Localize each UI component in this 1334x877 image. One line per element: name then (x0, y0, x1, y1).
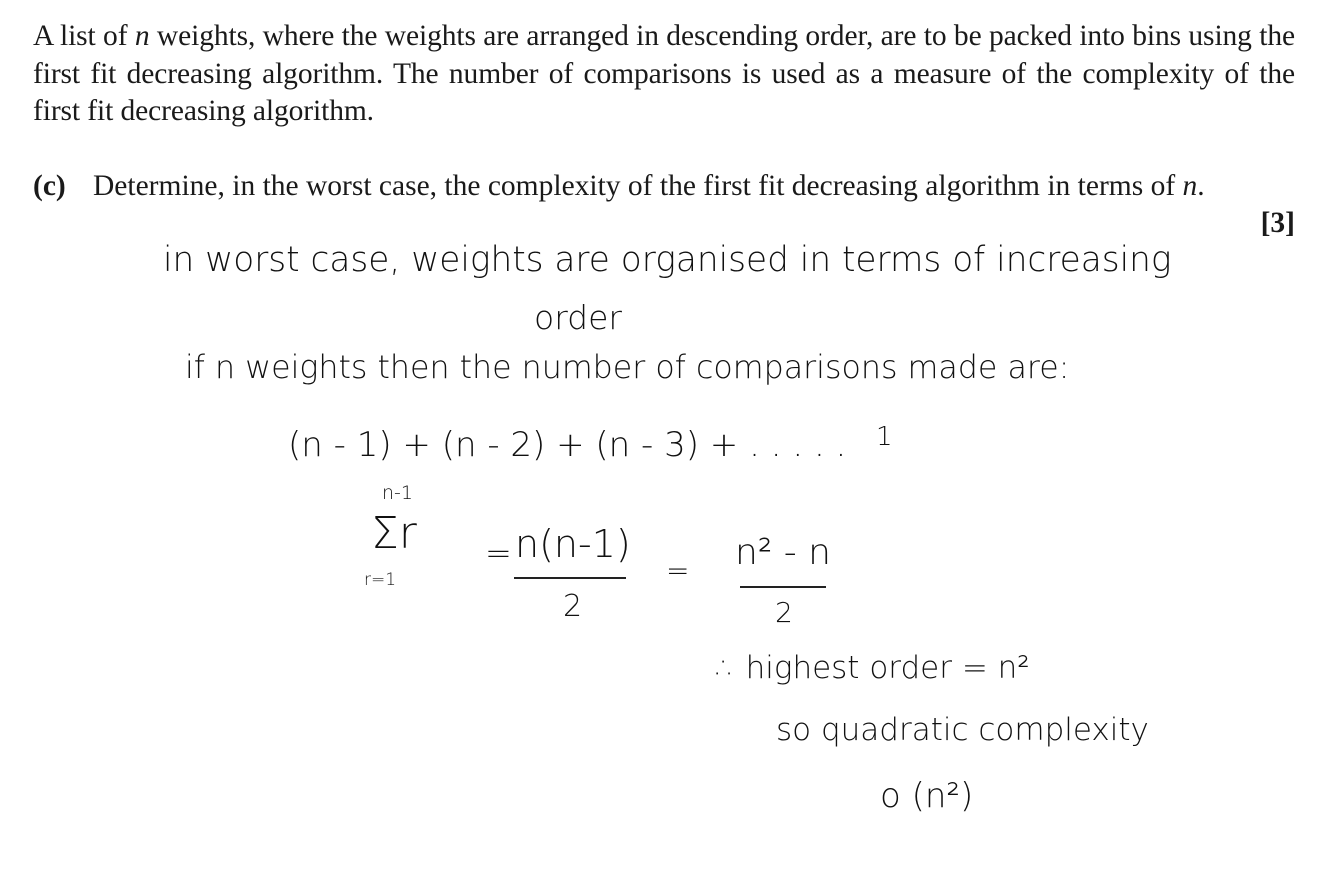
answer-line-order: order (534, 298, 622, 337)
stem-var-n: n (134, 20, 150, 52)
stem-text-1: A list of (33, 20, 135, 52)
sigma-symbol: Σr (371, 508, 417, 559)
stem-text-2: weights, where the weights are arranged in descending order, are to be packed into bins using the first fit decreasing algorithm. The number of comparisons is used as a measure of the complexity of the first fit decreasing algorithm. (33, 20, 1295, 127)
sigma-lower-limit: r=1 (364, 570, 397, 590)
fraction-1-numerator: n(n-1) (515, 522, 631, 566)
marks-badge: [3] (1260, 207, 1295, 239)
question-stem (33, 18, 1295, 131)
fraction-2-denominator: 2 (775, 596, 793, 629)
fraction-2-bar (740, 586, 826, 588)
answer-line-worst-case: in worst case, weights are organised in terms of increasing (163, 240, 1172, 280)
series-tail: 1 (876, 422, 893, 452)
part-text: Determine, in the worst case, the complexity of the first fit decreasing algorithm in terms of (93, 170, 1183, 202)
series-expression: (n - 1) + (n - 2) + (n - 3) + . . . . . (288, 425, 847, 465)
part-var-n: n (1182, 170, 1198, 202)
fraction-1-bar (514, 577, 626, 579)
answer-quadratic: so quadratic complexity (776, 712, 1149, 748)
fraction-2-numerator: n² - n (735, 532, 831, 573)
part-text-end: . (1197, 170, 1205, 202)
answer-line-comparisons: if n weights then the number of comparisons made are: (185, 348, 1070, 386)
sigma-upper-limit: n-1 (382, 482, 413, 504)
equals-sign-2: = (666, 554, 690, 587)
part-label: (c) (33, 170, 66, 202)
question-part-c (33, 168, 1295, 205)
equals-sign-1: = (485, 534, 512, 572)
answer-highest-order: ∴ highest order = n² (716, 650, 1030, 686)
answer-big-o: o (n²) (880, 776, 974, 816)
fraction-1-denominator: 2 (563, 589, 583, 624)
